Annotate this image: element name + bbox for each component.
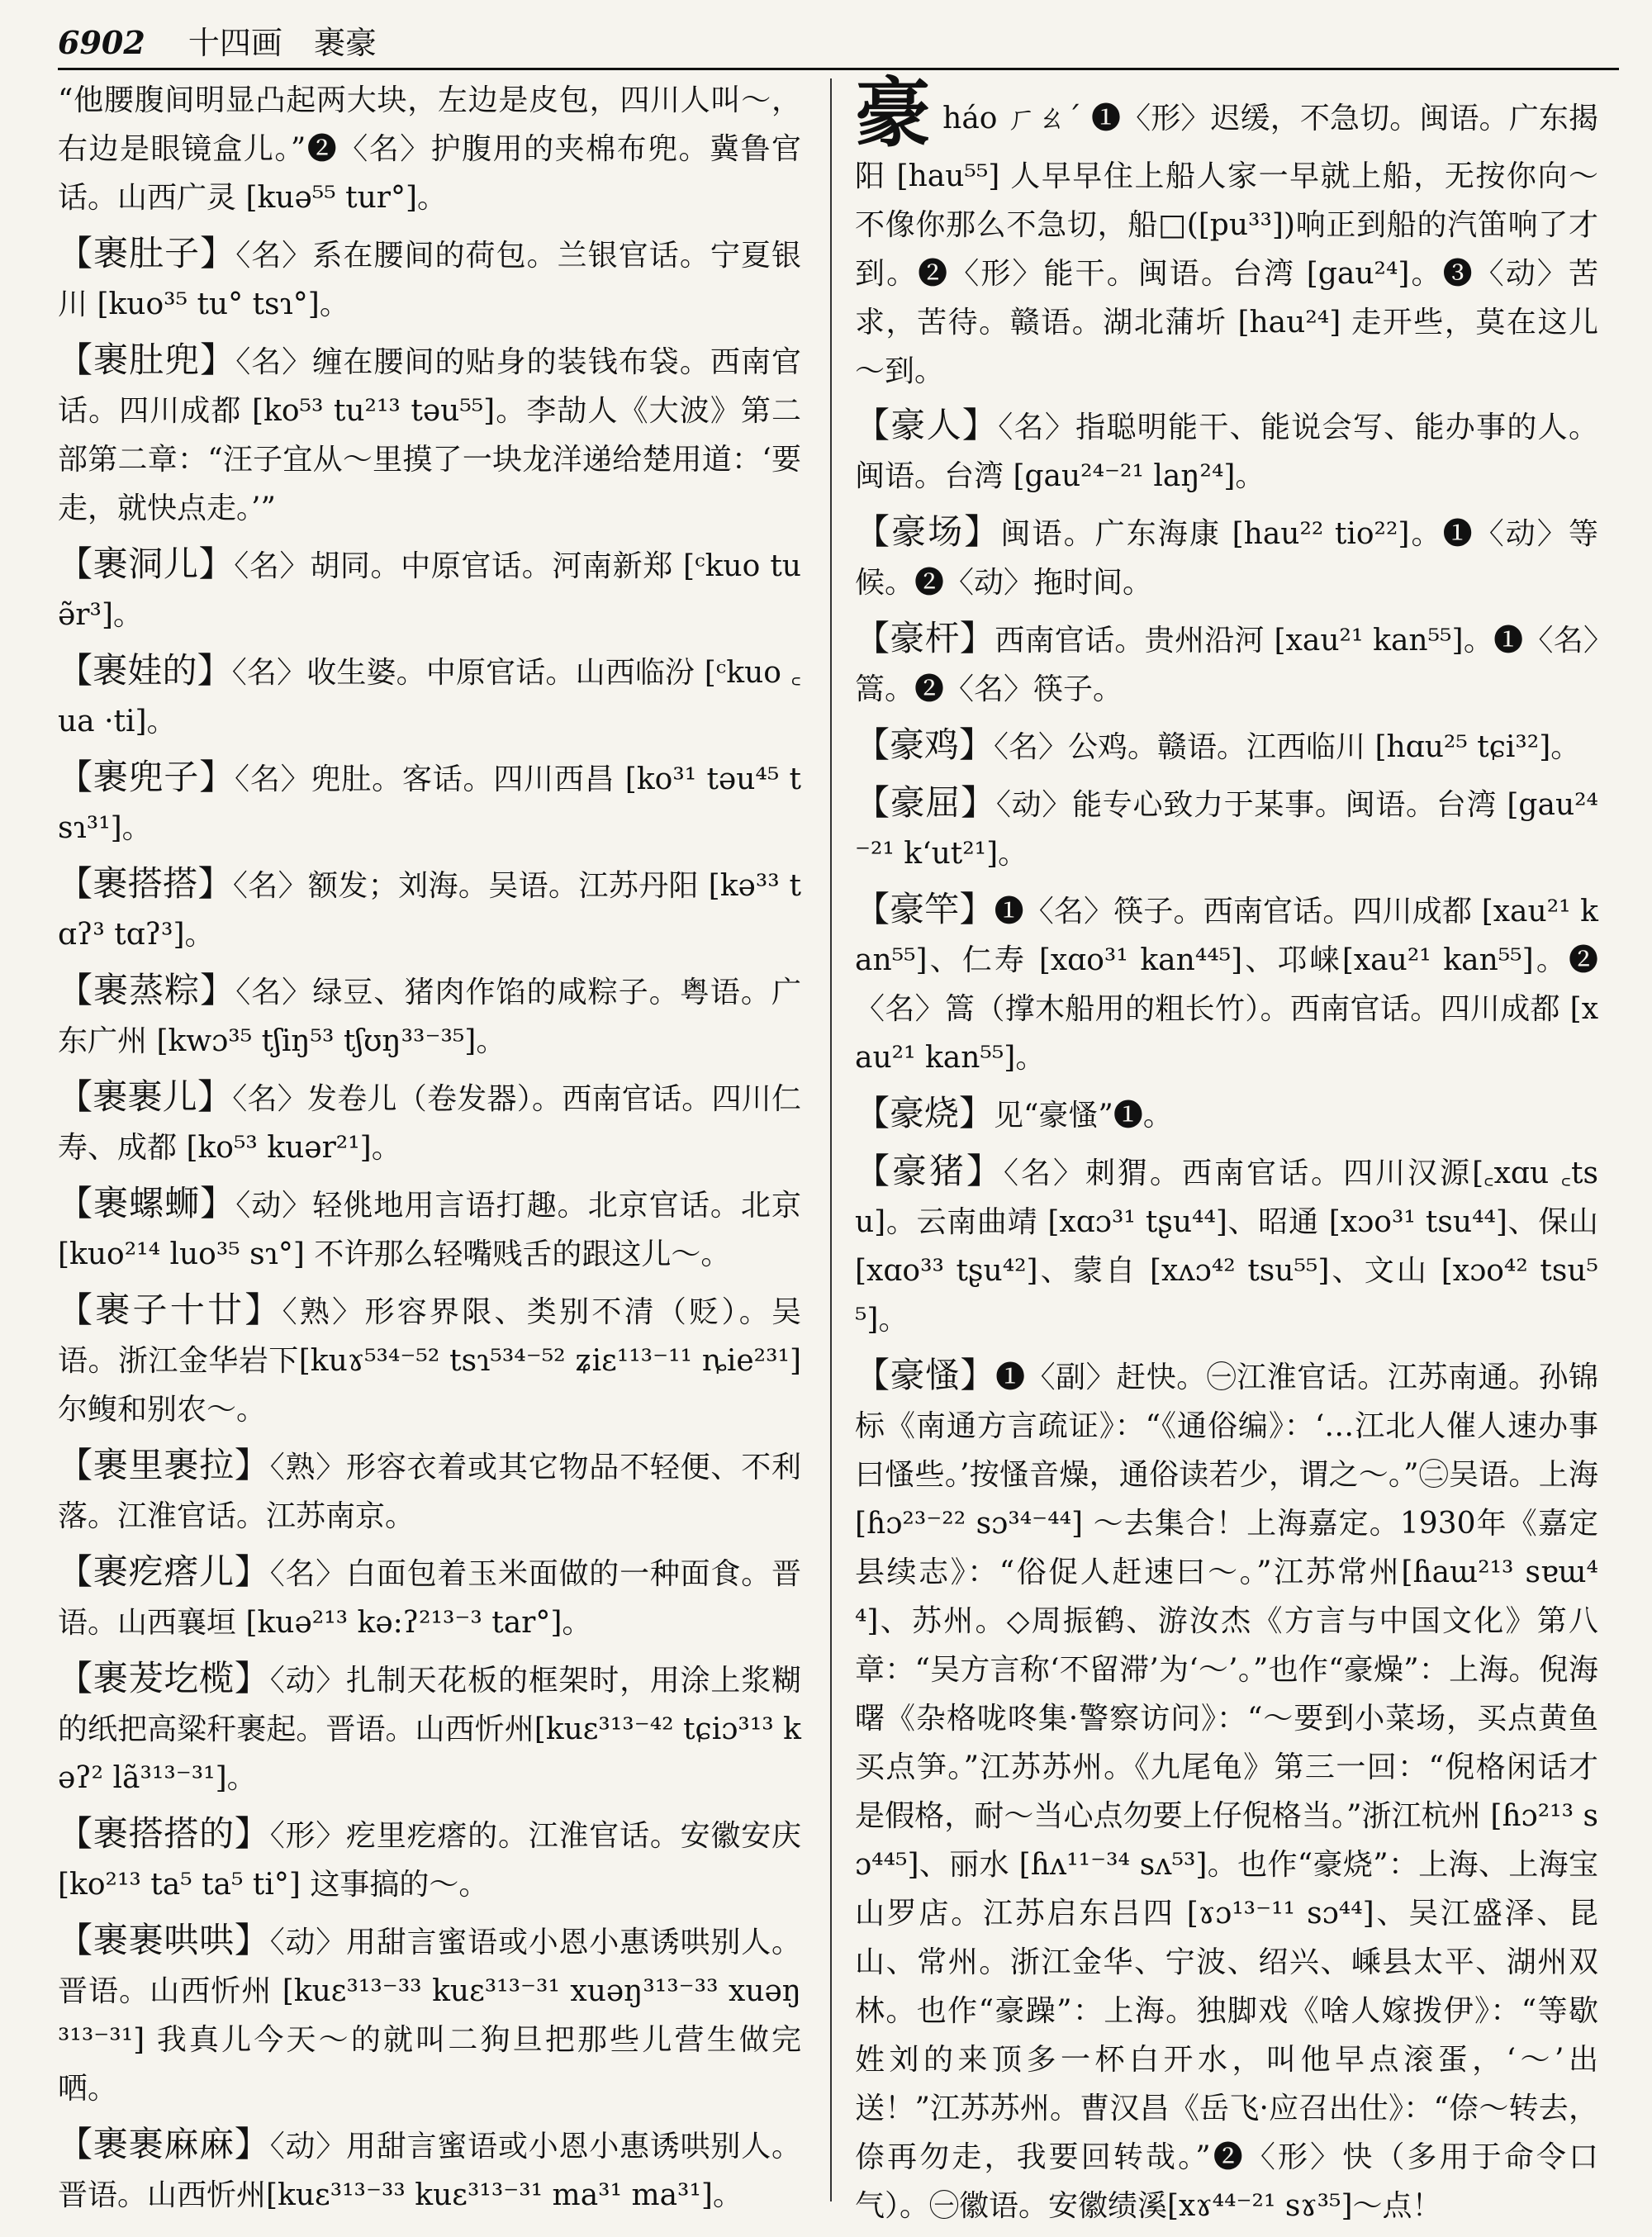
- entry: [58, 1654, 801, 1802]
- entry: [855, 778, 1598, 878]
- right-column: [855, 69, 1598, 2237]
- entry-headword: 【裹搭搭】: [58, 863, 233, 904]
- entry-headword: 【裹裹麻麻】: [58, 2124, 270, 2164]
- entry-text: 〈名〉缠在腰间的贴身的装钱布袋。西南官话。四川成都 [ko⁵³ tu²¹³ təu⁵⁵]。李劼人《大波》第二部第二章：“汪子宜从～里摸了一块龙洋递给楚用道：‘要走，就快点走。’”: [58, 345, 801, 525]
- entry-text: 〈名〉刺猬。西南官话。四川汉源[꜀xɑu ꜀tsu]。云南曲靖 [xɑɔ³¹ tʂu⁴⁴]、昭通 [xɔo³¹ tsu⁴⁴]、保山 [xɑo³³ tʂu⁴²]、蒙自 [xʌɔ⁴² tsu⁵⁵]、文山 [xɔo⁴² tsu⁵⁵]。: [855, 1156, 1598, 1337]
- character-definition: háo ㄏㄠˊ ❶〈形〉迟缓，不急切。闽语。广东揭阳 [hau⁵⁵] 人早早住上船人家一早就上船，无按你向～不像你那么不急切，船□([pu³³])响正到船的汽笛响了才到。❷〈形〉能干。闽语。台湾 [gau²⁴]。❸〈动〉苦求，苦待。赣语。湖北蒲圻 [hau²⁴] 走开些，莫在这儿～到。: [855, 102, 1598, 388]
- entry: [58, 1285, 801, 1434]
- entry: [855, 401, 1598, 501]
- entry-headword: 【裹搭搭的】: [58, 1813, 270, 1854]
- left-column: [58, 76, 801, 2226]
- entry-headword: 【裹子十廿】: [58, 1289, 282, 1330]
- entry: [855, 720, 1598, 772]
- entry: [58, 753, 801, 853]
- running-title: 裹豪: [313, 25, 377, 61]
- character-entry: [855, 69, 1598, 396]
- entry: [58, 1916, 801, 2113]
- entry-text: 〈名〉公鸡。赣语。江西临川 [hɑu²⁵ tɕi³²]。: [994, 730, 1581, 764]
- entry-text: 〈动〉轻佻地用言语打趣。北京官话。北京 [kuo²¹⁴ luo³⁵ sɿ°] 不许那么轻嘴贱舌的跟这儿～。: [58, 1189, 801, 1271]
- entry-headword: 【裹疙瘩儿】: [58, 1551, 270, 1592]
- entry-headword: 【豪猪】: [855, 1151, 1004, 1191]
- entry-text: 〈动〉能专心致力于某事。闽语。台湾 [gau²⁴⁻²¹ kʻut²¹]。: [855, 788, 1598, 871]
- entry-text: 〈名〉指聪明能干、能说会写、能办事的人。闽语。台湾 [gau²⁴⁻²¹ laŋ²⁴]。: [855, 411, 1598, 493]
- entry-headword: 【豪鸡】: [855, 724, 995, 765]
- entry: [855, 1351, 1598, 2230]
- entry: [58, 229, 801, 329]
- entry-headword: 【裹蒸粽】: [58, 970, 236, 1010]
- entry: [855, 614, 1598, 714]
- entry-headword: 【裹裹哄哄】: [58, 1920, 270, 1960]
- entry: [58, 1072, 801, 1172]
- entry-text: 〈名〉白面包着玉米面做的一种面食。晋语。山西襄垣 [kuə²¹³ kə:ʔ²¹³⁻³ tar°]。: [58, 1557, 801, 1640]
- entry-text: 〈动〉用甜言蜜语或小恩小惠诱哄别人。晋语。山西忻州 [kuɛ³¹³⁻³³ kuɛ³¹³⁻³¹ xuəŋ³¹³⁻³³ xuəŋ³¹³⁻³¹] 我真儿今天～的就叫二狗旦把那些儿营生做完哂。: [58, 1926, 801, 2106]
- entry-headword: 【豪场】: [855, 511, 1001, 552]
- entry: [58, 1441, 801, 1541]
- entry: [58, 539, 801, 639]
- entry: [58, 1809, 801, 1909]
- entry-headword: 【裹肚兜】: [58, 340, 236, 380]
- entry-text: 见“豪慅”❶。: [994, 1099, 1173, 1133]
- entry-text: 〈动〉用甜言蜜语或小恩小惠诱哄别人。晋语。山西忻州[kuɛ³¹³⁻³³ kuɛ³¹³⁻³¹ ma³¹ ma³¹]。: [58, 2130, 801, 2212]
- entry-headword: 【豪屈】: [855, 782, 996, 823]
- entry-text: ❶〈副〉赶快。㊀江淮官话。江苏南通。孙锦标《南通方言疏证》：“《通俗编》：‘…江北人催人速办事曰慅些。’按慅音燥，通俗读若少，谓之～。”㊁吴语。上海[ɦɔ²³⁻²² sɔ³⁴⁻⁴⁴] ～去集合！上海嘉定。1930年《嘉定县续志》：“俗促人赶速曰～。”江苏常州[ɦaɯ²¹³ sɐɯ⁴⁴]、苏州。◇周振鹤、游汝杰《方言与中国文化》第八章：“吴方言称‘不留滞’为‘～’。”也作“豪燥”：上海。倪海曙《杂格咙咚集·警察访问》：“～要到小菜场，买点黄鱼买点笋。”江苏苏州。《九尾龟》第三一回：“倪格闲话才是假格，耐～当心点勿要上仔倪格当。”浙江杭州 [ɦɔ²¹³ sɔ⁴⁴⁵]、丽水 [ɦʌ¹¹⁻³⁴ sʌ⁵³]。也作“豪烧”：上海、上海宝山罗店。江苏启东吕四 [ɤɔ¹³⁻¹¹ sɔ⁴⁴]、吴江盛泽、昆山、常州。浙江金华、宁波、绍兴、嵊县太平、湖州双林。也作“豪躁”：上海。独脚戏《啥人嫁拨伊》：“等歇姓刘的来顶多一杯白开水，叫他早点滚蛋，‘～’出送！”江苏苏州。曹汉昌《岳飞·应召出仕》：“倷～转去，倷再勿走，我要回转哉。”❷〈形〉快（多用于命令口气）。㊀徽语。安徽绩溪[xɤ⁴⁴⁻²¹ sɤ³⁵]～点！: [855, 1361, 1598, 2223]
- entry: [855, 1147, 1598, 1344]
- entry-text: 〈名〉胡同。中原官话。河南新郑 [ᶜkuo tuə̃r³]。: [58, 549, 801, 632]
- stroke-section: 十四画: [188, 25, 282, 61]
- entry: [855, 885, 1598, 1082]
- entry-headword: 【裹洞儿】: [58, 544, 235, 584]
- entry: [58, 966, 801, 1066]
- entry-headword: 【豪慅】: [855, 1355, 996, 1395]
- entry-headword: 【裹娃的】: [58, 650, 232, 691]
- head-character: 豪: [855, 69, 932, 158]
- entry: [58, 646, 801, 746]
- entry-headword: 【裹茇圪榄】: [58, 1658, 270, 1698]
- page-number: 6902: [58, 24, 145, 61]
- entry: [58, 1547, 801, 1647]
- entry-headword: 【裹肚子】: [58, 233, 236, 273]
- entry-headword: 【裹里裹拉】: [58, 1445, 270, 1485]
- entry-text: 〈形〉疙里疙瘩的。江淮官话。安徽安庆 [ko²¹³ ta⁵ ta⁵ ti°] 这事搞的～。: [58, 1819, 801, 1902]
- entry-text: 〈名〉绿豆、猪肉作馅的咸粽子。粤语。广东广州 [kwɔ³⁵ tʃiŋ⁵³ tʃʊŋ³³⁻³⁵]。: [58, 976, 801, 1058]
- entry-text: 〈熟〉形容界限、类别不清（贬）。吴语。浙江金华岩下[kuɤ⁵³⁴⁻⁵² tsɿ⁵³⁴⁻⁵² ʑiɛ¹¹³⁻¹¹ ȵie²³¹] 尔鳆和别农～。: [58, 1295, 801, 1427]
- page-header: [58, 18, 1619, 70]
- entry-continuation: [58, 76, 801, 222]
- entry-headword: 【豪人】: [855, 405, 999, 445]
- entry: [855, 1089, 1598, 1140]
- entry-text: “他腰腹间明显凸起两大块，左边是皮包，四川人叫～，右边是眼镜盒儿。”❷〈名〉护腹用的夹棉布兜。冀鲁官话。山西广灵 [kuə⁵⁵ tur°]。: [58, 83, 801, 215]
- entry: [58, 335, 801, 533]
- entry-text: ❶〈名〉筷子。西南官话。四川成都 [xau²¹ kan⁵⁵]、仁寿 [xɑo³¹ kan⁴⁴⁵]、邛崃[xau²¹ kan⁵⁵]。❷〈名〉篙（撑木船用的粗长竹）。西南官话。四川成都 [xau²¹ kan⁵⁵]。: [855, 895, 1598, 1075]
- entry-text: 〈动〉扎制天花板的框架时，用涂上浆糊的纸把高粱秆裹起。晋语。山西忻州[kuɛ³¹³⁻⁴² tɕiɔ³¹³ kəʔ² lã³¹³⁻³¹]。: [58, 1664, 801, 1795]
- entry: [58, 1179, 801, 1279]
- entry-headword: 【裹螺蛳】: [58, 1183, 236, 1223]
- entry-text: 西南官话。贵州沿河 [xau²¹ kan⁵⁵]。❶〈名〉篙。❷〈名〉筷子。: [855, 624, 1598, 706]
- entry-text: 〈名〉系在腰间的荷包。兰银官话。宁夏银川 [kuo³⁵ tu° tsɿ°]。: [58, 239, 801, 321]
- entry: [58, 2120, 801, 2220]
- entry: [855, 507, 1598, 607]
- entry-headword: 【豪竿】: [855, 889, 995, 929]
- entry-text: 〈熟〉形容衣着或其它物品不轻便、不利落。江淮官话。江苏南京。: [58, 1451, 801, 1533]
- entry-headword: 【裹裹儿】: [58, 1076, 233, 1117]
- entry-headword: 【豪杆】: [855, 618, 995, 658]
- entry-text: 〈名〉收生婆。中原官话。山西临汾 [ᶜkuo ꜀ua ·ti]。: [58, 656, 801, 739]
- entry-text: 闽语。广东海康 [hau²² tio²²]。❶〈动〉等候。❷〈动〉拖时间。: [855, 517, 1598, 600]
- column-divider: [830, 78, 832, 2201]
- entry-text: 〈名〉额发；刘海。吴语。江苏丹阳 [kə³³ tɑʔ³ tɑʔ³]。: [58, 869, 801, 952]
- entry-text: 〈名〉兜肚。客话。四川西昌 [ko³¹ təu⁴⁵ tsɿ³¹]。: [58, 762, 801, 845]
- entry-text: 〈名〉发卷儿（卷发器）。西南官话。四川仁寿、成都 [ko⁵³ kuər²¹]。: [58, 1082, 801, 1165]
- entry: [58, 859, 801, 959]
- entry-headword: 【裹兜子】: [58, 757, 235, 797]
- entry-headword: 【豪烧】: [855, 1093, 995, 1133]
